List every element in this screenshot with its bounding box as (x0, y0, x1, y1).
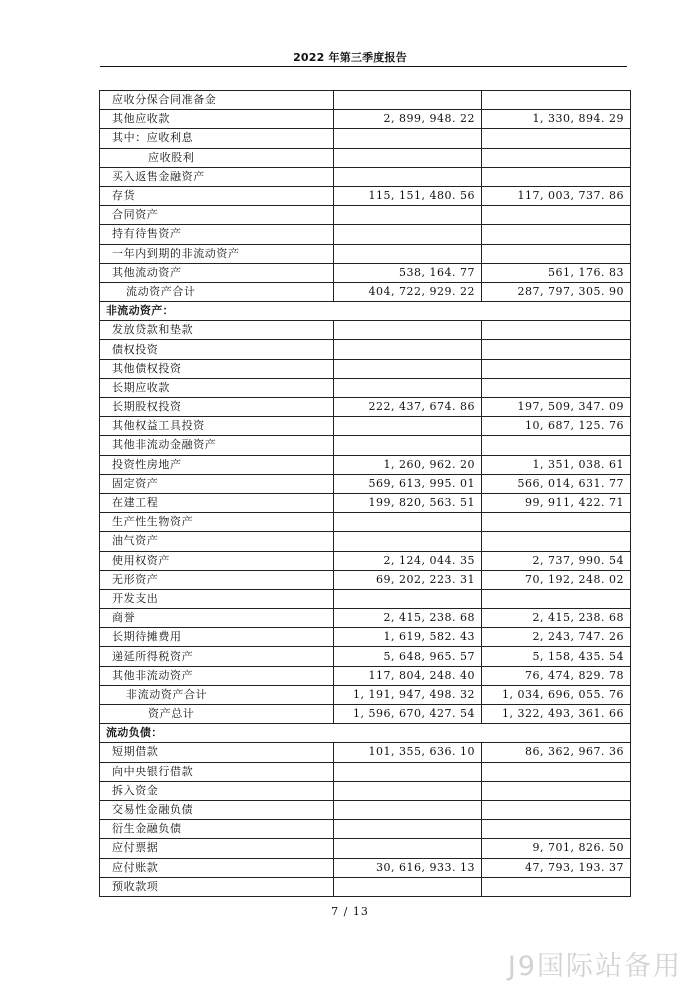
previous-period-value (482, 321, 631, 340)
row-label: 长期应收款 (100, 378, 334, 397)
table-row (100, 225, 631, 244)
current-period-value (334, 877, 482, 896)
row-label: 其他非流动资产 (100, 666, 334, 685)
current-period-value: 115, 151, 480. 56 (334, 186, 482, 205)
row-label: 资产总计 (100, 705, 334, 724)
watermark-text: J9国际站备用 (507, 951, 682, 982)
balance-sheet-table (99, 90, 631, 897)
current-period-value (334, 359, 482, 378)
table-row (100, 609, 631, 628)
row-label: 买入返售金融资产 (100, 167, 334, 186)
previous-period-value: 2, 737, 990. 54 (482, 551, 631, 570)
current-period-value (334, 589, 482, 608)
section-header-row (100, 302, 631, 321)
row-label: 商誉 (100, 609, 334, 628)
table-row (100, 551, 631, 570)
previous-period-value: 47, 793, 193. 37 (482, 858, 631, 877)
row-label: 拆入资金 (100, 781, 334, 800)
previous-period-value: 5, 158, 435. 54 (482, 647, 631, 666)
table-row (100, 743, 631, 762)
row-label: 应付票据 (100, 839, 334, 858)
current-period-value: 222, 437, 674. 86 (334, 398, 482, 417)
current-period-value: 404, 722, 929. 22 (334, 282, 482, 301)
current-period-value (334, 800, 482, 819)
table-row (100, 455, 631, 474)
table-row (100, 129, 631, 148)
table-row (100, 705, 631, 724)
current-period-value (334, 839, 482, 858)
previous-period-value (482, 167, 631, 186)
current-period-value: 1, 191, 947, 498. 32 (334, 685, 482, 704)
table-row (100, 398, 631, 417)
row-label: 应付账款 (100, 858, 334, 877)
section-header-row (100, 724, 631, 743)
current-period-value (334, 225, 482, 244)
current-period-value: 1, 596, 670, 427. 54 (334, 705, 482, 724)
table-row (100, 800, 631, 819)
row-label: 交易性金融负债 (100, 800, 334, 819)
previous-period-value: 2, 243, 747. 26 (482, 628, 631, 647)
current-period-value (334, 91, 482, 110)
row-label: 非流动资产合计 (100, 685, 334, 704)
current-period-value (334, 417, 482, 436)
table-row (100, 148, 631, 167)
current-period-value: 69, 202, 223. 31 (334, 570, 482, 589)
previous-period-value: 117, 003, 737. 86 (482, 186, 631, 205)
table-row (100, 839, 631, 858)
current-period-value: 538, 164. 77 (334, 263, 482, 282)
current-period-value: 117, 804, 248. 40 (334, 666, 482, 685)
current-period-value (334, 167, 482, 186)
previous-period-value (482, 800, 631, 819)
table-row (100, 321, 631, 340)
table-row (100, 647, 631, 666)
table-row (100, 513, 631, 532)
previous-period-value (482, 820, 631, 839)
row-label: 债权投资 (100, 340, 334, 359)
section-label: 流动负债： (100, 724, 631, 743)
previous-period-value: 1, 034, 696, 055. 76 (482, 685, 631, 704)
current-period-value (334, 129, 482, 148)
current-period-value: 1, 260, 962. 20 (334, 455, 482, 474)
row-label: 递延所得税资产 (100, 647, 334, 666)
current-period-value (334, 340, 482, 359)
current-period-value (334, 513, 482, 532)
current-period-value (334, 148, 482, 167)
row-label: 开发支出 (100, 589, 334, 608)
previous-period-value (482, 436, 631, 455)
current-period-value (334, 321, 482, 340)
row-label: 其他非流动金融资产 (100, 436, 334, 455)
previous-period-value: 9, 701, 826. 50 (482, 839, 631, 858)
row-label: 应收股利 (100, 148, 334, 167)
table-row (100, 762, 631, 781)
previous-period-value (482, 225, 631, 244)
table-row (100, 474, 631, 493)
current-period-value: 569, 613, 995. 01 (334, 474, 482, 493)
table-row (100, 666, 631, 685)
row-label: 长期待摊费用 (100, 628, 334, 647)
previous-period-value: 86, 362, 967. 36 (482, 743, 631, 762)
row-label: 其他应收款 (100, 110, 334, 129)
table-row (100, 340, 631, 359)
previous-period-value (482, 340, 631, 359)
previous-period-value: 1, 322, 493, 361. 66 (482, 705, 631, 724)
row-label: 发放贷款和垫款 (100, 321, 334, 340)
current-period-value: 2, 899, 948. 22 (334, 110, 482, 129)
table-row (100, 186, 631, 205)
row-label: 无形资产 (100, 570, 334, 589)
previous-period-value (482, 762, 631, 781)
row-label: 在建工程 (100, 493, 334, 512)
table-row (100, 378, 631, 397)
previous-period-value (482, 206, 631, 225)
table-row (100, 877, 631, 896)
table-row (100, 167, 631, 186)
current-period-value (334, 378, 482, 397)
previous-period-value: 76, 474, 829. 78 (482, 666, 631, 685)
previous-period-value (482, 91, 631, 110)
table-row (100, 282, 631, 301)
previous-period-value: 561, 176. 83 (482, 263, 631, 282)
row-label: 应收分保合同准备金 (100, 91, 334, 110)
table-row (100, 532, 631, 551)
row-label: 短期借款 (100, 743, 334, 762)
row-label: 一年内到期的非流动资产 (100, 244, 334, 263)
row-label: 使用权资产 (100, 551, 334, 570)
row-label: 持有待售资产 (100, 225, 334, 244)
previous-period-value: 2, 415, 238. 68 (482, 609, 631, 628)
previous-period-value: 99, 911, 422. 71 (482, 493, 631, 512)
previous-period-value (482, 877, 631, 896)
current-period-value (334, 762, 482, 781)
table-row (100, 781, 631, 800)
previous-period-value (482, 244, 631, 263)
previous-period-value (482, 148, 631, 167)
previous-period-value: 287, 797, 305. 90 (482, 282, 631, 301)
previous-period-value (482, 359, 631, 378)
page-number: 7 / 13 (331, 905, 369, 918)
row-label: 油气资产 (100, 532, 334, 551)
previous-period-value (482, 589, 631, 608)
previous-period-value: 566, 014, 631. 77 (482, 474, 631, 493)
previous-period-value (482, 781, 631, 800)
table-row (100, 417, 631, 436)
previous-period-value: 1, 330, 894. 29 (482, 110, 631, 129)
previous-period-value (482, 532, 631, 551)
table-row (100, 493, 631, 512)
current-period-value: 2, 415, 238. 68 (334, 609, 482, 628)
current-period-value: 199, 820, 563. 51 (334, 493, 482, 512)
table-row (100, 685, 631, 704)
previous-period-value: 197, 509, 347. 09 (482, 398, 631, 417)
row-label: 流动资产合计 (100, 282, 334, 301)
row-label: 存货 (100, 186, 334, 205)
previous-period-value: 10, 687, 125. 76 (482, 417, 631, 436)
current-period-value: 30, 616, 933. 13 (334, 858, 482, 877)
current-period-value (334, 820, 482, 839)
row-label: 衍生金融负债 (100, 820, 334, 839)
previous-period-value (482, 378, 631, 397)
row-label: 固定资产 (100, 474, 334, 493)
table-row (100, 628, 631, 647)
table-row (100, 359, 631, 378)
table-row (100, 91, 631, 110)
current-period-value: 101, 355, 636. 10 (334, 743, 482, 762)
table-row (100, 263, 631, 282)
current-period-value (334, 244, 482, 263)
table-row (100, 570, 631, 589)
current-period-value: 1, 619, 582. 43 (334, 628, 482, 647)
row-label: 合同资产 (100, 206, 334, 225)
table-row (100, 820, 631, 839)
header-divider (100, 66, 627, 67)
previous-period-value: 70, 192, 248. 02 (482, 570, 631, 589)
section-label: 非流动资产： (100, 302, 631, 321)
row-label: 向中央银行借款 (100, 762, 334, 781)
row-label: 长期股权投资 (100, 398, 334, 417)
current-period-value: 2, 124, 044. 35 (334, 551, 482, 570)
previous-period-value: 1, 351, 038. 61 (482, 455, 631, 474)
row-label: 其中：应收利息 (100, 129, 334, 148)
table-row (100, 206, 631, 225)
current-period-value (334, 436, 482, 455)
table-row (100, 436, 631, 455)
row-label: 预收款项 (100, 877, 334, 896)
current-period-value (334, 532, 482, 551)
previous-period-value (482, 513, 631, 532)
current-period-value (334, 781, 482, 800)
row-label: 生产性生物资产 (100, 513, 334, 532)
table-row (100, 110, 631, 129)
table-row (100, 858, 631, 877)
current-period-value: 5, 648, 965. 57 (334, 647, 482, 666)
previous-period-value (482, 129, 631, 148)
current-period-value (334, 206, 482, 225)
table-row (100, 589, 631, 608)
table-row (100, 244, 631, 263)
balance-sheet-body (100, 91, 631, 897)
row-label: 其他流动资产 (100, 263, 334, 282)
page-header-title: 2022 年第三季度报告 (293, 51, 407, 64)
row-label: 其他权益工具投资 (100, 417, 334, 436)
row-label: 其他债权投资 (100, 359, 334, 378)
row-label: 投资性房地产 (100, 455, 334, 474)
